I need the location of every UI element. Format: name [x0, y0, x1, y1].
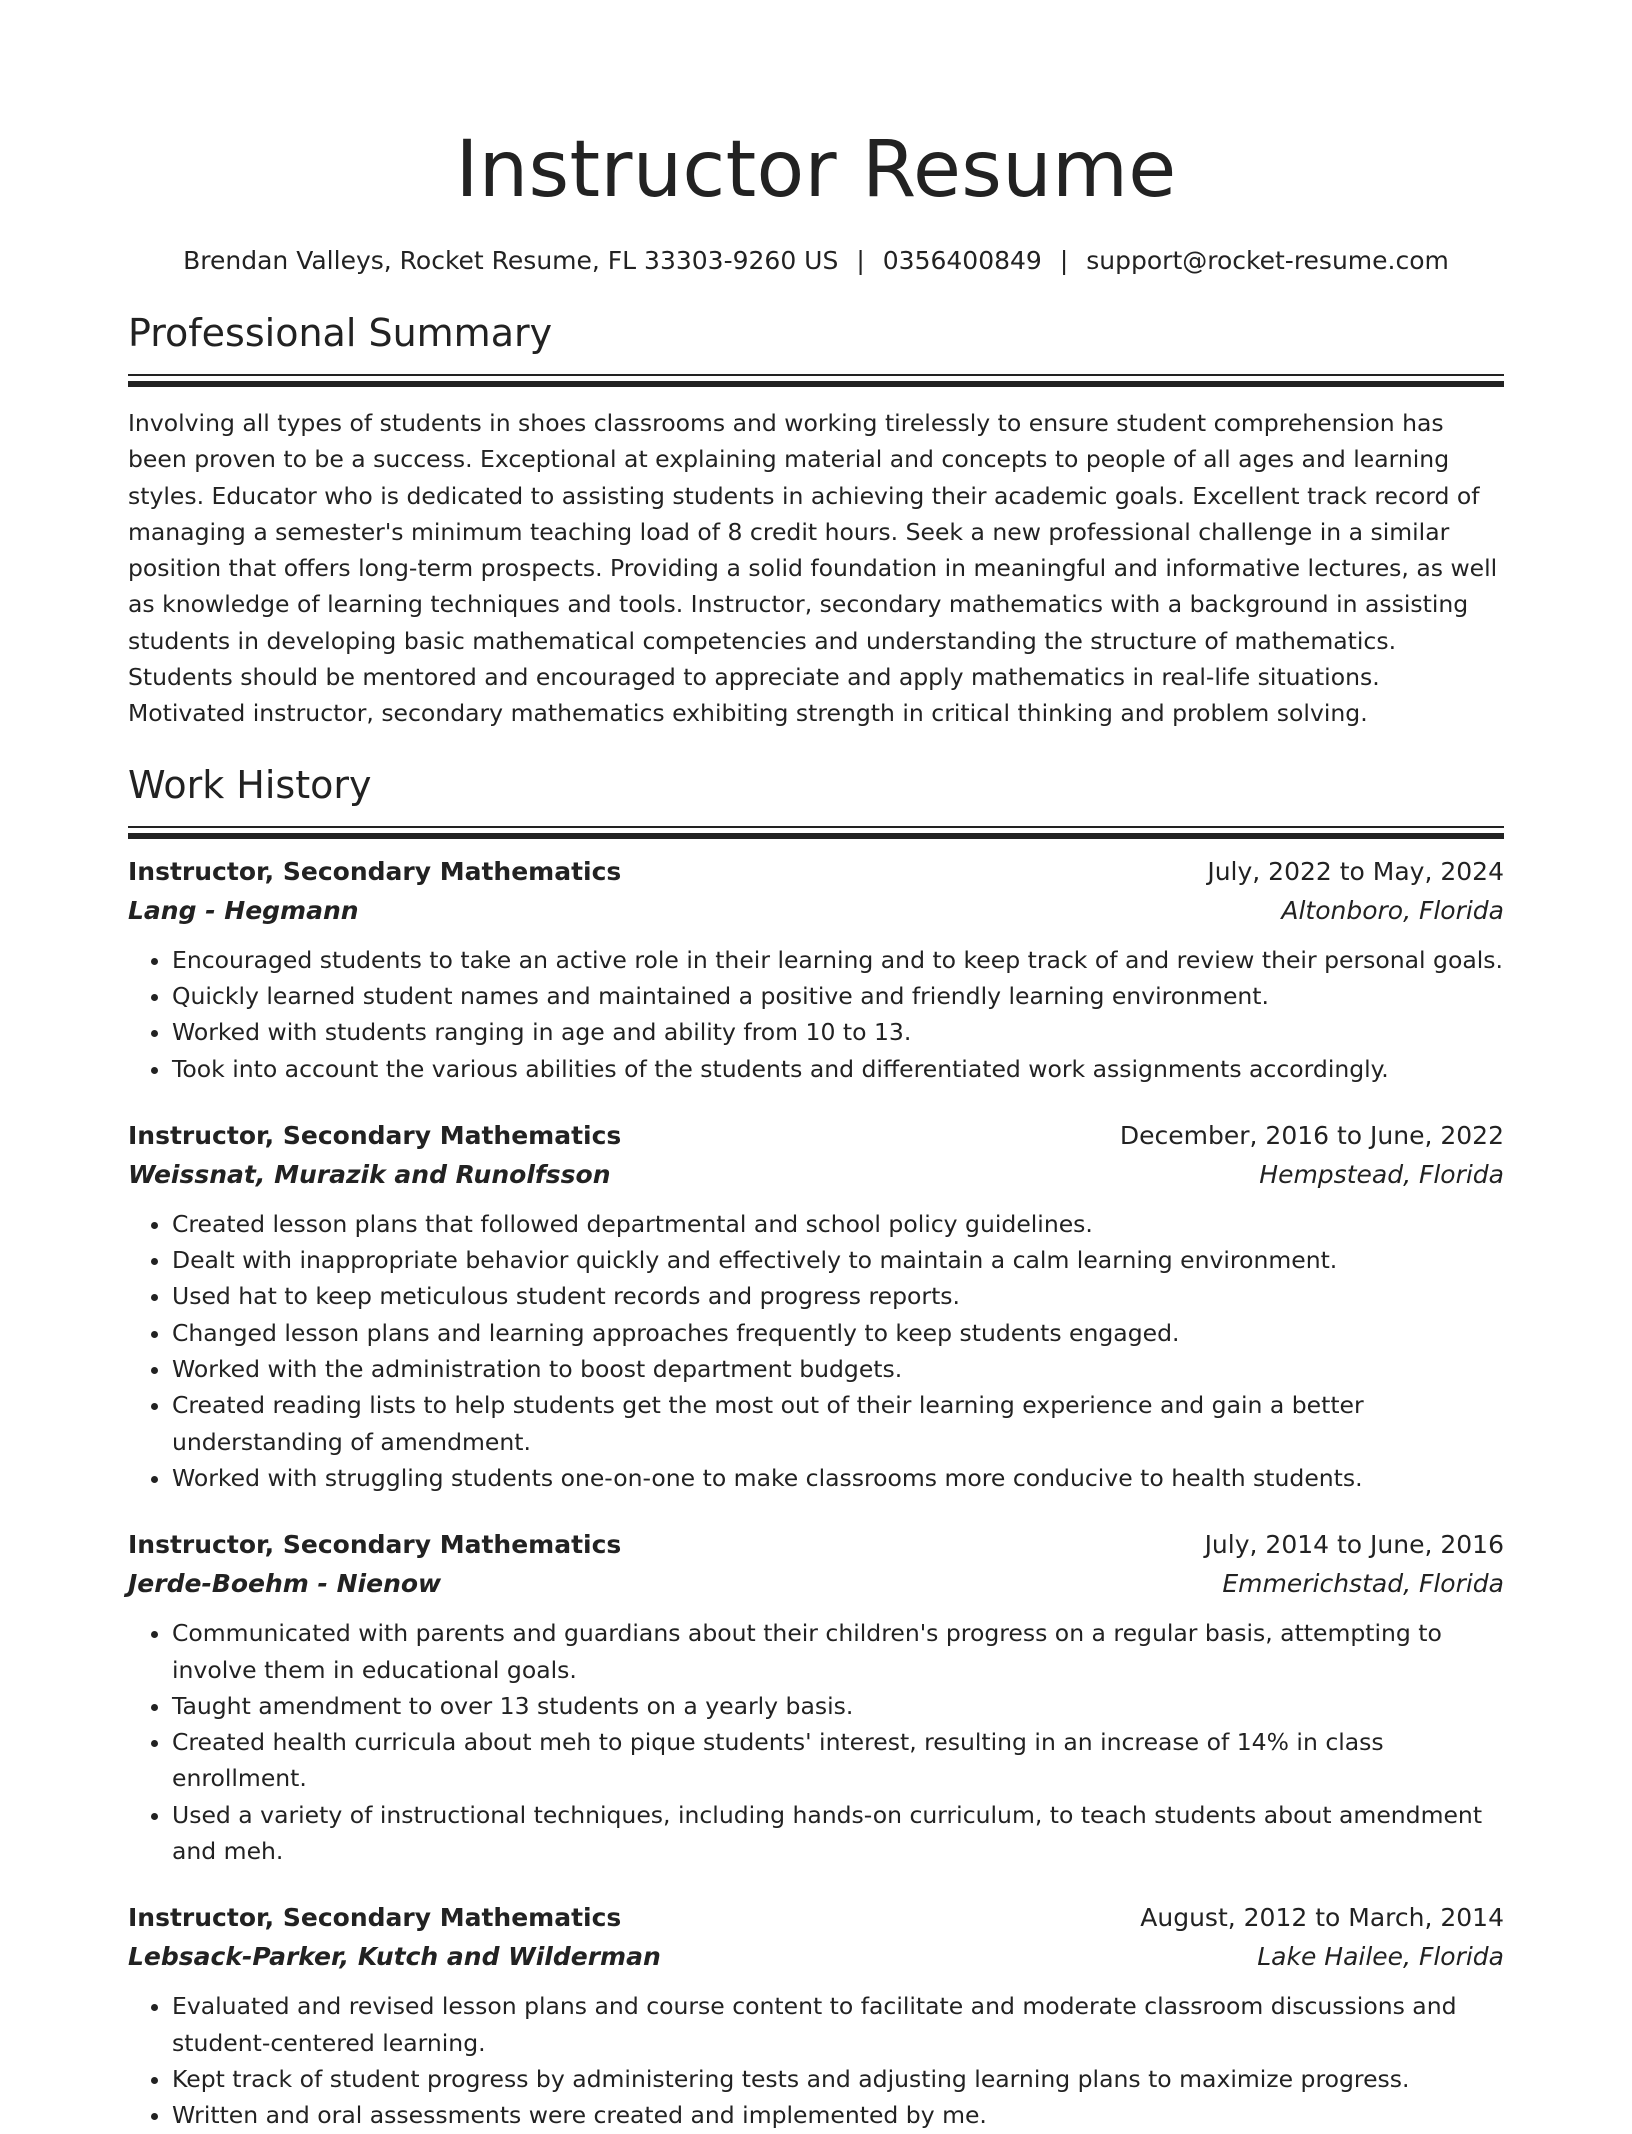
job-bullets	[128, 1615, 1504, 1869]
job-bullets	[128, 942, 1504, 1087]
job-dates: July, 2014 to June, 2016	[1204, 1530, 1504, 1560]
job-title: Instructor, Secondary Mathematics	[128, 1120, 622, 1150]
list-item: • Encouraged students to take an active role in their learning and to keep track of and review their personal goals.	[172, 942, 1504, 978]
job-title: Instructor, Secondary Mathematics	[128, 1530, 622, 1560]
job-location: Hempstead, Florida	[1259, 1159, 1504, 1189]
section-divider	[128, 826, 1504, 839]
list-item: • Worked with struggling students one-on-one to make classrooms more conducive to health students.	[172, 1460, 1504, 1496]
job-dates: December, 2016 to June, 2022	[1119, 1120, 1504, 1150]
work-history-section	[128, 760, 1504, 2134]
job-employer: Lang - Hegmann	[128, 895, 359, 925]
job-employer: Lebsack-Parker, Kutch and Wilderman	[128, 1942, 661, 1972]
list-item: • Took into account the various abilities of the students and differentiated work assignments accordingly.	[172, 1051, 1504, 1087]
contact-line	[128, 244, 1504, 278]
job-entry	[128, 1899, 1504, 2133]
section-divider	[128, 374, 1504, 387]
professional-summary-section	[128, 308, 1504, 732]
list-item: • Worked with students ranging in age and ability from 10 to 13.	[172, 1014, 1504, 1050]
job-title: Instructor, Secondary Mathematics	[128, 1903, 622, 1933]
job-employer: Weissnat, Murazik and Runolfsson	[128, 1159, 611, 1189]
job-dates: July, 2022 to May, 2024	[1207, 856, 1504, 886]
job-title: Instructor, Secondary Mathematics	[128, 856, 622, 886]
job-location: Lake Hailee, Florida	[1257, 1942, 1504, 1972]
section-heading-summary: Professional Summary	[128, 311, 553, 355]
list-item: • Quickly learned student names and maintained a positive and friendly learning environment.	[172, 978, 1504, 1014]
resume-title: Instructor Resume	[455, 125, 1177, 215]
list-item: • Taught amendment to over 13 students on a yearly basis.	[172, 1688, 1504, 1724]
summary-text: Involving all types of students in shoes classrooms and working tirelessly to ensure student comprehension has been proven to be a success. Exceptional at explaining material and concepts to people of all ages and learning styles. Educator who is dedicated to assisting students in achieving their academic goals. Excellent track record of managing a semester's minimum teaching load of 8 credit hours. Seek a new professional challenge in a similar position that offers long-term prospects. Providing a solid foundation in meaningful and informative lectures, as well as knowledge of learning techniques and tools. Instructor, secondary mathematics with a background in assisting students in developing basic mathematical competencies and understanding the structure of mathematics. Students should be mentored and encouraged to appreciate and apply mathematics in real-life situations. Motivated instructor, secondary mathematics exhibiting strength in critical thinking and problem solving.	[128, 409, 1498, 728]
list-item: • Created lesson plans that followed departmental and school policy guidelines.	[172, 1206, 1504, 1242]
job-entry	[128, 1117, 1504, 1496]
contact-phone: 0356400849	[882, 246, 1042, 275]
contact-email: support@rocket-resume.com	[1086, 246, 1449, 275]
job-dates: August, 2012 to March, 2014	[1140, 1903, 1504, 1933]
job-entry	[128, 1526, 1504, 1869]
list-item: • Changed lesson plans and learning approaches frequently to keep students engaged.	[172, 1315, 1504, 1351]
list-item: • Used a variety of instructional techniques, including hands-on curriculum, to teach students about amendment and meh.	[172, 1797, 1504, 1870]
list-item: • Dealt with inappropriate behavior quickly and effectively to maintain a calm learning environment.	[172, 1242, 1504, 1278]
job-location: Altonboro, Florida	[1281, 895, 1504, 925]
list-item: • Communicated with parents and guardians about their children's progress on a regular basis, attempting to involve them in educational goals.	[172, 1615, 1504, 1688]
job-employer: Jerde-Boehm - Nienow	[128, 1569, 442, 1599]
contact-separator: |	[856, 246, 865, 275]
job-location: Emmerichstad, Florida	[1222, 1569, 1504, 1599]
list-item: • Created health curricula about meh to pique students' interest, resulting in an increase of 14% in class enrollment.	[172, 1724, 1504, 1797]
list-item: • Used hat to keep meticulous student records and progress reports.	[172, 1278, 1504, 1314]
section-heading-work: Work History	[128, 762, 372, 807]
job-bullets	[128, 1206, 1504, 1496]
list-item: • Worked with the administration to boost department budgets.	[172, 1351, 1504, 1387]
contact-separator: |	[1059, 246, 1069, 275]
list-item: • Created reading lists to help students get the most out of their learning experience and gain a better understanding of amendment.	[172, 1387, 1504, 1460]
list-item: • Written and oral assessments were created and implemented by me.	[172, 2097, 1504, 2133]
list-item: • Kept track of student progress by administering tests and adjusting learning plans to maximize progress.	[172, 2061, 1504, 2097]
contact-address: Brendan Valleys, Rocket Resume, FL 33303-9260 US	[183, 246, 839, 275]
list-item: • Evaluated and revised lesson plans and course content to facilitate and moderate classroom discussions and student-centered learning.	[172, 1988, 1504, 2061]
job-entry	[128, 853, 1504, 1087]
